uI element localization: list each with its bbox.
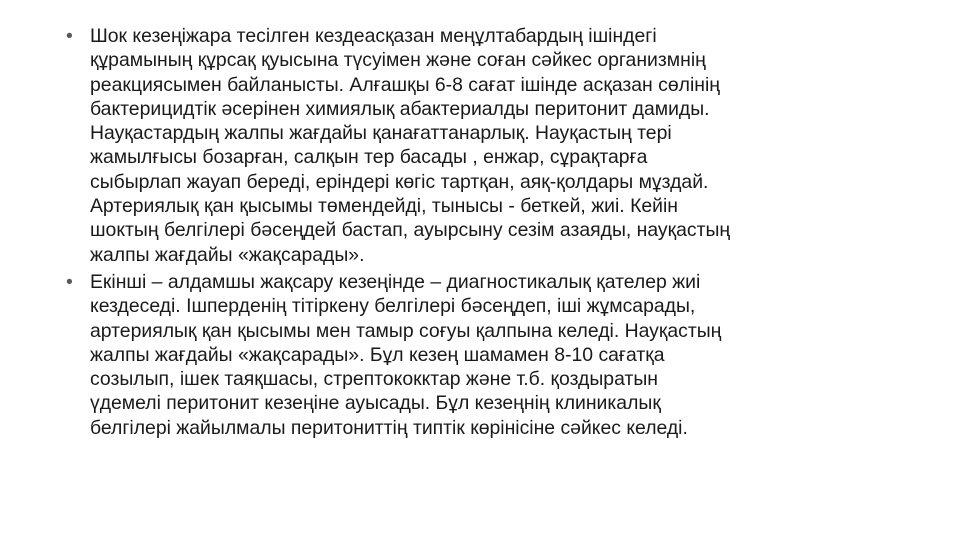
paragraph-line: жалпы жағдайы «жақсарады». Бұл кезең шамамен 8-10 сағатқа xyxy=(90,343,665,366)
paragraph-line: Науқастардың жалпы жағдайы қанағаттанарлық. Науқастың тері xyxy=(90,122,672,145)
paragraph-line: Шок кезеңіжара тесілген кездеасқазан меңұлтабардың ішіндегі xyxy=(90,25,657,47)
paragraph-line: құрамының құрсақ қуысына түсуімен және соған сәйкес организмнің xyxy=(90,49,706,72)
bullet-item xyxy=(62,270,882,440)
paragraph-line: бактерицидтік әсерінен химиялық абактериалды перитонит дамиды. xyxy=(90,97,710,120)
paragraph-line: созылып, ішек таяқшасы, стрептококктар және т.б. қоздыратын xyxy=(90,368,658,391)
paragraph-line: үдемелі перитонит кезеңіне ауысады. Бұл кезеңнің клиникалық xyxy=(90,392,661,415)
paragraph-line: кездеседі. Ішперденің тітіркену белгілері бәсеңдеп, іші жұмсарады, xyxy=(90,295,696,318)
paragraph-line: жамылғысы бозарған, салқын тер басады , енжар, сұрақтарға xyxy=(90,146,648,169)
paragraph-line: артериялық қан қысымы мен тамыр соғуы қалпына келеді. Науқастың xyxy=(90,319,722,342)
bullet-point-icon: • xyxy=(66,270,73,293)
bullet-item xyxy=(62,24,882,267)
bullet-list xyxy=(62,24,882,443)
paragraph-line: сыбырлап жауап береді, еріндері көгіс тартқан, аяқ-қолдары мұздай. xyxy=(90,170,709,193)
paragraph-line: жалпы жағдайы «жақсарады». xyxy=(90,243,365,266)
paragraph-line: реакциясымен байланысты. Алғашқы 6-8 сағат ішінде асқазан сөлінің xyxy=(90,73,720,96)
paragraph-line: шоктың белгілері бәсеңдей бастап, ауырсыну сезім азаяды, науқастың xyxy=(90,219,731,242)
paragraph-line: Артериялық қан қысымы төмендейді, тынысы - беткей, жиі. Кейін xyxy=(90,195,679,218)
bullet-point-icon: • xyxy=(66,25,73,47)
paragraph-line: Екінші – алдамшы жақсару кезеңінде – диагностикалық қателер жиі xyxy=(90,270,701,293)
paragraph-line: белгілері жайылмалы перитониттің типтік көрінісіне сәйкес келеді. xyxy=(90,416,688,439)
